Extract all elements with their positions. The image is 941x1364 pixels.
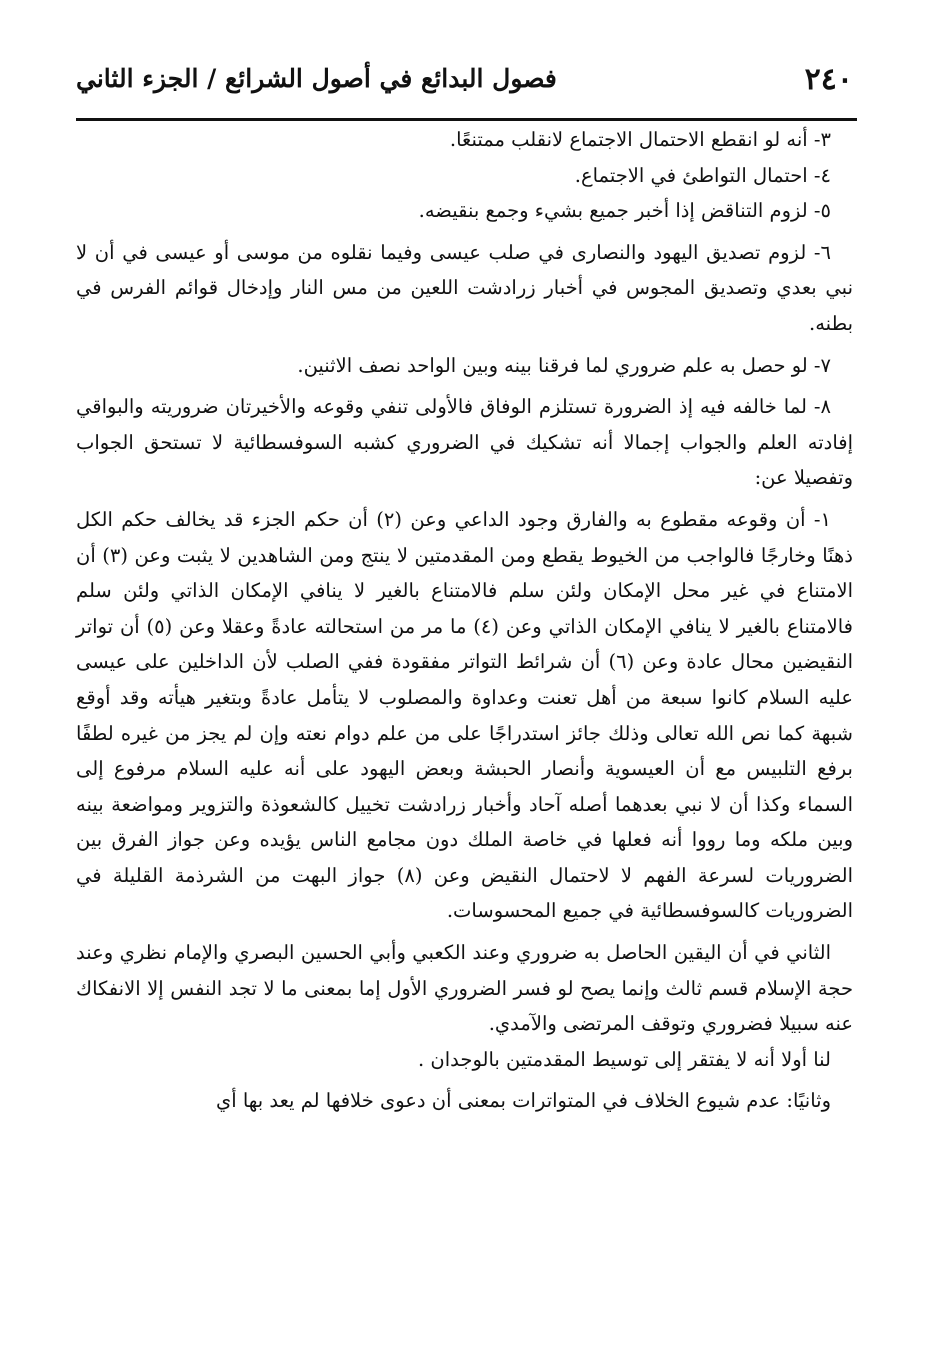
header-divider (76, 118, 857, 121)
paragraph-item-6: ٦- لزوم تصديق اليهود والنصارى في صلب عيسى وفيما نقلوه من موسى أو عيسى في أن لا نبي بعدي وتصديق المجوس في أخبار زرادشت اللعين من مس النار وإدخال قوائم الفرس في بطنه. (76, 240, 853, 335)
running-title: فصول البدائع في أصول الشرائع / الجزء الثاني (76, 64, 557, 93)
paragraph-second-argument: وثانيًا: عدم شيوع الخلاف في المتواترات بمعنى أن دعوى خلافها لم يعد بها أي (215, 1089, 831, 1113)
page-header (76, 58, 853, 112)
paragraph-second-issue: الثاني في أن اليقين الحاصل به ضروري وعند الكعبي وأبي الحسين البصري والإمام نظري وعند حجة الإسلام قسم ثالث وإنما يصح لو فسر الضروري الأول إما بمعنى ما لا تجد النفس إلا الانفكاك عنه سبيلا فضروري وتوقف المرتضى والآمدي. (76, 941, 853, 1036)
body-text (76, 122, 853, 1119)
paragraph-first-argument: لنا أولا أنه لا يفتقر إلى توسيط المقدمتين بالوجدان . (418, 1047, 831, 1071)
paragraph-item-3: ٣- أنه لو انقطع الاحتمال الاجتماع لانقلب ممتنعًا. (449, 128, 831, 151)
paragraph-item-5: ٥- لزوم التناقض إذا أخبر جميع بشيء وجمع بنقيضه. (418, 199, 831, 223)
page-number: ٢٤٠ (804, 62, 853, 97)
paragraph-item-4: ٤- احتمال التواطئ في الاجتماع. (574, 163, 831, 187)
paragraph-item-8: ٨- لما خالفه فيه إذ الضرورة تستلزم الوفاق فالأولى تنفي وقوعه والأخيرتان ضروريته والبواقي إفادته العلم والجواب إجمالا أنه تشكيك في الضروري كشبه السوفسطائية لا تستحق الجواب وتفصيلا عن: (76, 395, 853, 490)
paragraph-item-7: ٧- لو حصل به علم ضروري لما فرقنا بينه وبين الواحد نصف الاثنين. (297, 353, 831, 377)
paragraph-rebuttals: ١- أن وقوعه مقطوع به والفارق وجود الداعي وعن (٢) أن حكم الجزء قد يخالف حكم الكل ذهنًا وخارجًا فالواجب من الخيوط يقطع ومن المقدمتين لا ينتج ومن الشاهدين لا يثبت وعن (٣) أن الامتناع في غير محل الإمكان ولئن سلم فالامتناع بالغير لا ينافي الإمكان الذاتي ولئن سلم فالامتناع بالغير لا ينافي الإمكان الذاتي وعن (٤) ما مر من استحالته عادةً وعقلا وعن (٥) أن تواتر النقيضين محال عادة وعن (٦) أن شرائط التواتر مفقودة ففي الصلب لأن الداخلين على عيسى عليه السلام كانوا سبعة من أهل تعنت وعداوة والمصلوب لا يتأمل عادةً وبتغير هيأته وقد أوقع شبهة كما نص الله تعالى وذلك جائز استدراجًا على من علم دوام نعته وإن لم يجز من غيره لطفًا برفع التلبيس مع أن العيسوية وأنصار الحبشة وبعض اليهود على أنه عليه السلام مرفوع إلى السماء وكذا أن لا نبي بعدهما أصله آحاد وأخبار زرادشت تخييل كالشعوذة والتزوير ومواضعة بينه وبين ملكه وما رووا أنه فعلها في خاصة الملك دون مجامع الناس يؤيده وعن جواز الفرق بين الضروريات لسرعة الفهم لا لاحتمال النقيض وعن (٨) جواز البهت من الشرذمة القليلة في الضروريات كالسوفسطائية في جميع المحسوسات. (76, 507, 853, 923)
